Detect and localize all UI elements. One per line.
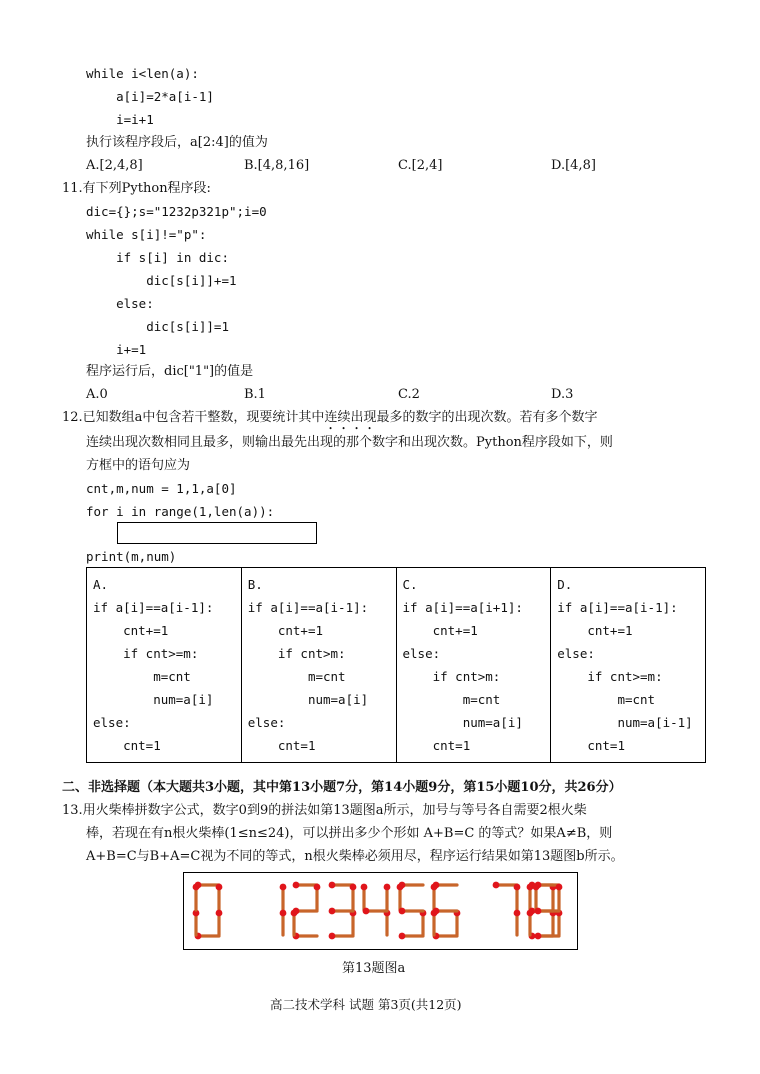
q12-c-line: cnt+=1: [402, 623, 478, 638]
q12-options-table: [86, 567, 706, 763]
q12-option-d-cell: [551, 568, 706, 763]
q11-option-c: C.2: [398, 387, 420, 402]
q12-a-line: cnt=1: [93, 738, 161, 753]
q12-b-line: num=a[i]: [247, 692, 369, 707]
digit-5-seg-g-match-head: [399, 908, 406, 915]
q12-d-line: if a[i]==a[i-1]:: [557, 600, 678, 615]
q12-option-b-cell: [241, 568, 396, 763]
digit-9-seg-d-match-head: [535, 933, 542, 940]
q12-b-line: B.: [247, 577, 263, 592]
digit-6-seg-g-match-head: [433, 908, 440, 915]
digit-7-seg-c-match-head: [514, 910, 521, 917]
q12-code-line-2: for i in range(1,len(a)):: [86, 504, 275, 519]
q13-line-2: 棒，若现在有n根火柴棒(1≤n≤24)，可以拼出多少个形如 A+B=C 的等式？如果A≠B，则: [86, 826, 613, 841]
q12-b-line: m=cnt: [247, 669, 346, 684]
q12-c-line: if cnt>m:: [402, 669, 501, 684]
q12-b-line: cnt=1: [247, 738, 316, 753]
figure-caption: 第13题图a: [342, 961, 406, 976]
digit-1-seg-c-match-head: [280, 910, 287, 917]
q12-line-1-part-b: 最多的数字的出现次数。若有多个数字: [376, 410, 598, 425]
digit-9-seg-f-match-head: [533, 884, 540, 891]
q12-a-line: cnt+=1: [93, 623, 169, 638]
q11-code-line-5: else:: [86, 296, 154, 311]
q11-code-line-7: i+=1: [86, 342, 147, 357]
matchstick-digits-svg: [184, 873, 577, 949]
q10-code-line-1: while i<len(a):: [86, 66, 199, 81]
q12-d-line: else:: [557, 646, 595, 661]
digit-1-seg-b-match-head: [280, 884, 287, 891]
digit-9-seg-b-match-head: [556, 884, 563, 891]
q13-line-3: A+B=C与B+A=C视为不同的等式，n根火柴棒必须用尽，程序运行结果如第13题图b所示。: [86, 849, 624, 864]
q12-d-line: num=a[i-1]: [557, 715, 693, 730]
digit-6-seg-f-match-head: [431, 884, 438, 891]
q12-d-line: if cnt>=m:: [557, 669, 663, 684]
q13-line-1: 13.用火柴棒拼数字公式，数字0到9的拼法如第13题图a所示，加号与等号各自需要2根火柴: [62, 803, 587, 818]
q11-title: 11.有下列Python程序段:: [62, 181, 211, 196]
q12-a-line: else:: [93, 715, 131, 730]
q12-b-line: cnt+=1: [247, 623, 324, 638]
q11-code-line-4: dic[s[i]]+=1: [86, 273, 237, 288]
q12-option-c-cell: [396, 568, 551, 763]
digit-9-seg-g-match-head: [535, 908, 542, 915]
page-footer: 高二技术学科 试题 第3页(共12页): [270, 997, 462, 1012]
q12-c-line: else:: [402, 646, 441, 661]
digit-3-seg-b-match-head: [350, 884, 357, 891]
q10-option-d: D.[4,8]: [551, 158, 596, 173]
digit-3-seg-g-match-head: [329, 908, 336, 915]
digit-3-seg-d-match-head: [329, 933, 336, 940]
q12-a-line: if cnt>=m:: [93, 646, 199, 661]
q12-d-line: cnt+=1: [557, 623, 633, 638]
q11-code-line-2: while s[i]!="p":: [86, 227, 207, 242]
q12-b-line: else:: [247, 715, 286, 730]
digit-2-seg-g-match-head: [293, 908, 300, 915]
digit-8-seg-g-match-head: [529, 908, 536, 915]
q12-c-line: m=cnt: [402, 692, 501, 707]
digit-4-seg-f-match-head: [361, 884, 368, 891]
digit-5-seg-f-match-head: [397, 884, 404, 891]
q12-line-1-part-a: 12.已知数组a中包含若干整数，现要统计其中: [62, 410, 325, 425]
digit-4-seg-b-match-head: [384, 884, 391, 891]
digit-2-seg-a-match-head: [293, 882, 300, 889]
q12-c-line: num=a[i]: [402, 715, 523, 730]
digit-8-seg-f-match-head: [527, 884, 534, 891]
q11-code-line-3: if s[i] in dic:: [86, 250, 229, 265]
q12-answer-blank-box: [117, 522, 317, 544]
q12-b-line: if a[i]==a[i-1]:: [247, 600, 369, 615]
digit-2-seg-b-match-head: [314, 884, 321, 891]
q11-option-d: D.3: [551, 387, 574, 402]
q12-code-end: print(m,num): [86, 549, 177, 564]
q10-option-a: A.[2,4,8]: [86, 158, 143, 173]
q12-code-line-1: cnt,m,num = 1,1,a[0]: [86, 481, 237, 496]
q10-option-c: C.[2,4]: [398, 158, 443, 173]
digit-7-seg-b-match-head: [514, 884, 521, 891]
q12-line-3: 方框中的语句应为: [86, 458, 191, 473]
q10-option-b: B.[4,8,16]: [244, 158, 310, 173]
section-2-title: 二、非选择题（本大题共3小题，其中第13小题7分，第14小题9分，第15小题10分，共26分）: [62, 780, 622, 795]
q12-a-line: num=a[i]: [93, 692, 214, 707]
matchstick-digits-figure: [183, 872, 578, 950]
q12-b-line: if cnt>m:: [247, 646, 346, 661]
digit-0-seg-c-match-head: [216, 910, 223, 917]
q11-code-line-1: dic={};s="1232p321p";i=0: [86, 204, 267, 219]
digit-5-seg-d-match-head: [399, 933, 406, 940]
q12-line-2: 连续出现次数相同且最多，则输出最先出现的那个数字和出现次数。Python程序段如下，则: [86, 435, 613, 450]
q11-option-b: B.1: [244, 387, 266, 402]
digit-3-seg-a-match-head: [329, 882, 336, 889]
q12-c-line: cnt=1: [402, 738, 471, 753]
q11-prompt: 程序运行后，dic["1"]的值是: [86, 364, 254, 379]
q11-code-line-6: dic[s[i]]=1: [86, 319, 229, 334]
digit-0-seg-f-match-head: [193, 884, 200, 891]
q12-a-line: if a[i]==a[i-1]:: [93, 600, 214, 615]
q12-a-line: A.: [93, 577, 109, 592]
q12-a-line: m=cnt: [93, 669, 191, 684]
q12-c-line: if a[i]==a[i+1]:: [402, 600, 523, 615]
q12-d-line: m=cnt: [557, 692, 656, 707]
q10-code-line-3: i=i+1: [86, 112, 154, 127]
q12-line-1: [62, 410, 597, 433]
q12-d-line: cnt=1: [557, 738, 625, 753]
digit-4-seg-g-match-head: [363, 908, 370, 915]
q12-option-a-cell: [87, 568, 242, 763]
digit-0-seg-b-match-head: [216, 884, 223, 891]
digit-7-seg-a-match-head: [493, 882, 500, 889]
q12-c-line: C.: [402, 577, 418, 592]
q12-d-line: D.: [557, 577, 573, 592]
q12-emphasis: 连续出现: [324, 410, 377, 425]
q11-option-a: A.0: [86, 387, 108, 402]
q10-code-line-2: a[i]=2*a[i-1]: [86, 89, 214, 104]
q10-prompt: 执行该程序段后，a[2:4]的值为: [86, 135, 268, 150]
